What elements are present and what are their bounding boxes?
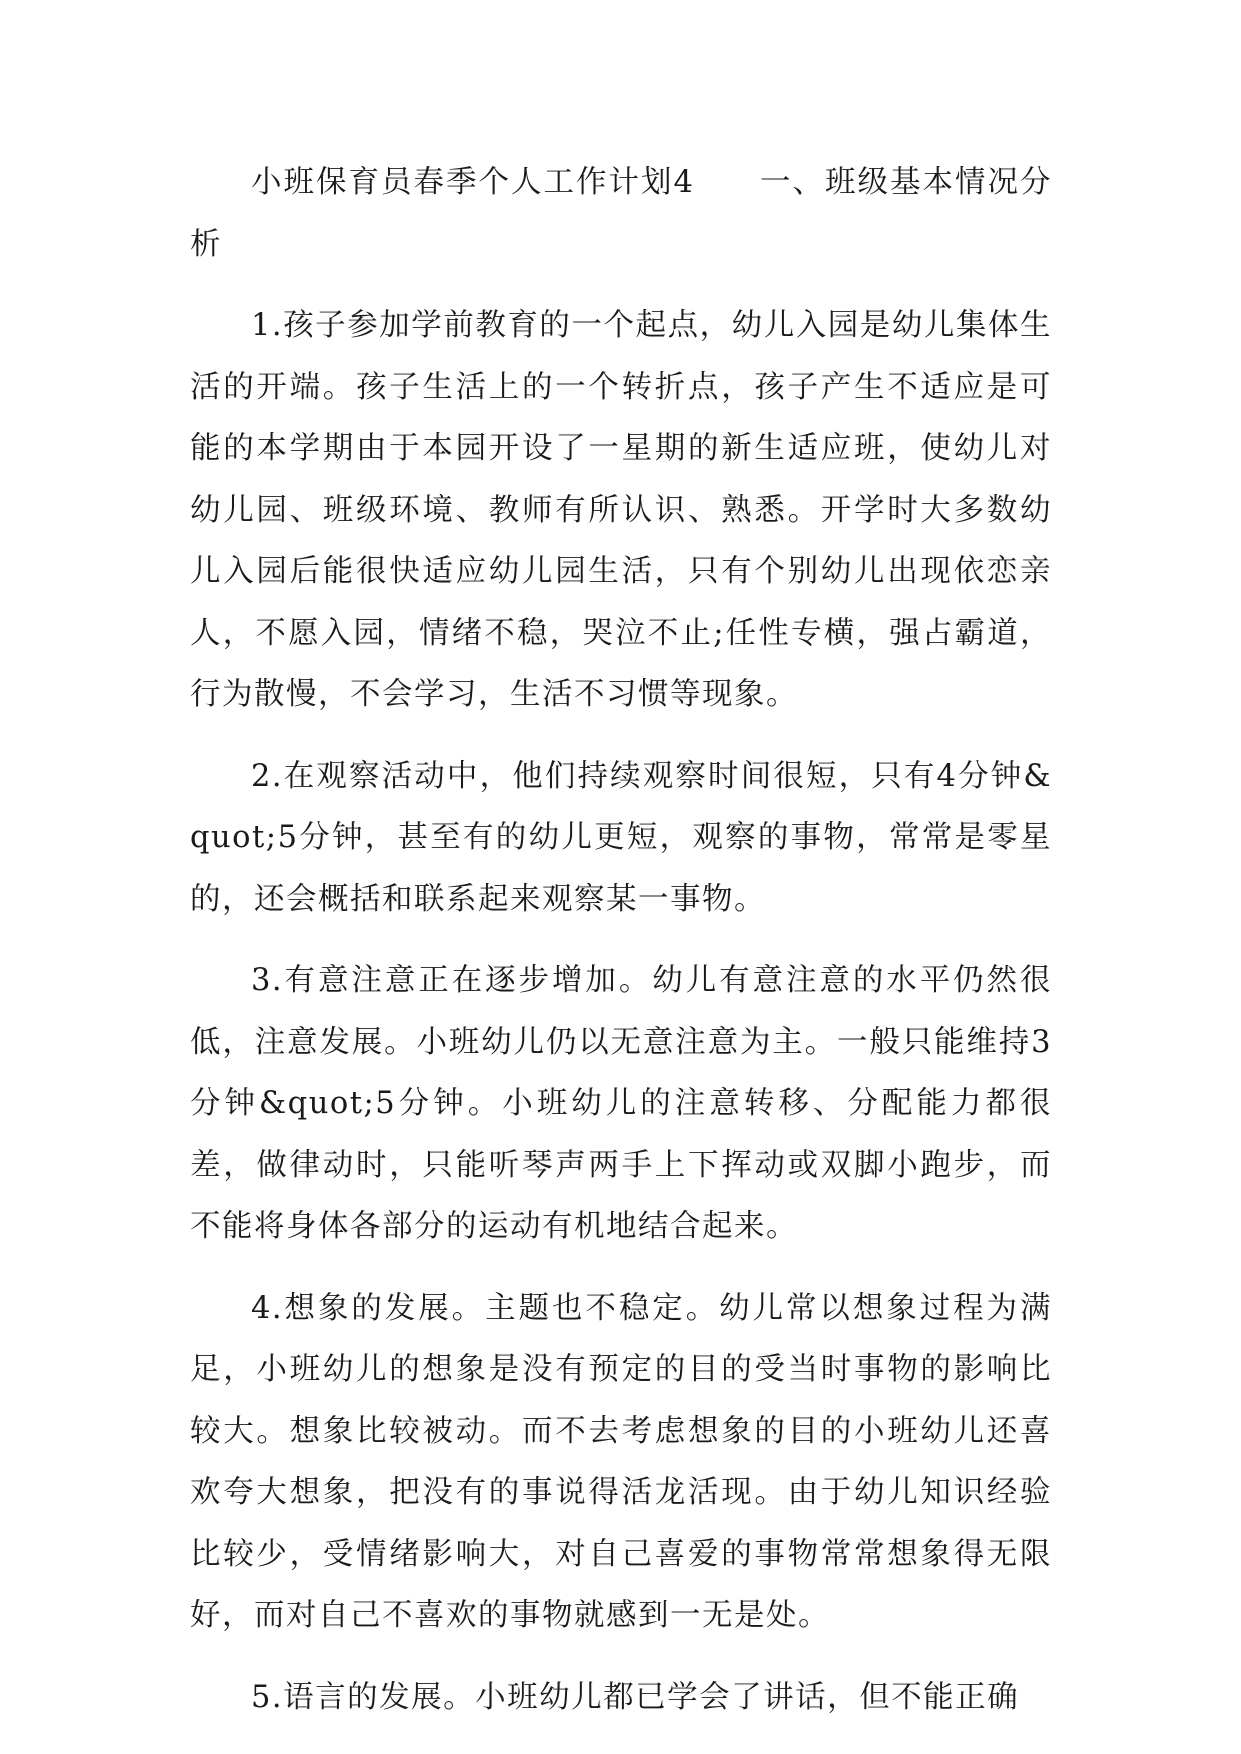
- document-body: [190, 152, 1052, 1748]
- paragraph-2: 2.在观察活动中，他们持续观察时间很短，只有4分钟&quot;5分钟，甚至有的幼儿更短，观察的事物，常常是零星的，还会概括和联系起来观察某一事物。: [190, 758, 1052, 917]
- paragraph-3: 3.有意注意正在逐步增加。幼儿有意注意的水平仍然很低，注意发展。小班幼儿仍以无意注意为主。一般只能维持3分钟&quot;5分钟。小班幼儿的注意转移、分配能力都很差，做律动时，只能听琴声两手上下挥动或双脚小跑步，而不能将身体各部分的运动有机地结合起来。: [190, 963, 1052, 1244]
- paragraph-4: 4.想象的发展。主题也不稳定。幼儿常以想象过程为满足，小班幼儿的想象是没有预定的目的受当时事物的影响比较大。想象比较被动。而不去考虑想象的目的小班幼儿还喜欢夸大想象，把没有的事说得活龙活现。由于幼儿知识经验比较少，受情绪影响大，对自己喜爱的事物常常想象得无限好，而对自己不喜欢的事物就感到一无是处。: [190, 1290, 1052, 1633]
- paragraph-1: 1.孩子参加学前教育的一个起点，幼儿入园是幼儿集体生活的开端。孩子生活上的一个转折点，孩子产生不适应是可能的本学期由于本园开设了一星期的新生适应班，使幼儿对幼儿园、班级环境、教师有所认识、熟悉。开学时大多数幼儿入园后能很快适应幼儿园生活，只有个别幼儿出现依恋亲人，不愿入园，情绪不稳，哭泣不止;任性专横，强占霸道，行为散慢，不会学习，生活不习惯等现象。: [190, 308, 1052, 712]
- document-title-paragraph: 小班保育员春季个人工作计划4 一、班级基本情况分析: [190, 165, 1052, 262]
- paragraph-5: 5.语言的发展。小班幼儿都已学会了讲话，但不能正确: [251, 1679, 1020, 1715]
